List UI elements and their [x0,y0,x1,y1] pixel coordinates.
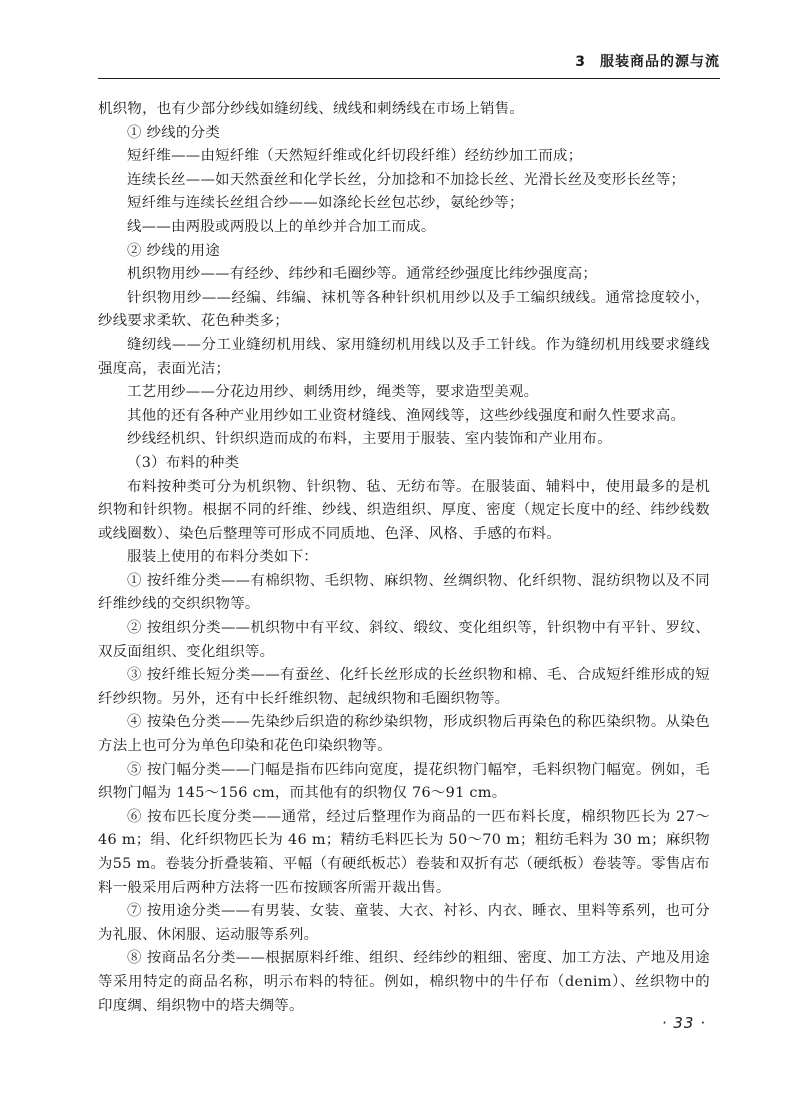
running-header [98,52,720,79]
paragraph: 机织物用纱——有经纱、纬纱和毛圈纱等。通常经纱强度比纬纱强度高； [127,266,598,283]
chapter-title: 服装商品的源与流 [600,54,720,70]
paragraph: 缝纫线——分工业缝纫机用线、家用缝纫机用线以及手工针线。作为缝纫机用线要求缝线强度高，表面光洁； [98,336,710,377]
paragraph: 线——由两股或两股以上的单纱并合加工而成。 [127,218,436,235]
paragraph: 纱线经机织、针织织造而成的布料，主要用于服装、室内装饰和产业用布。 [127,431,612,448]
chapter-number: 3 [575,54,586,70]
list-item: ⑦ 按用途分类——有男装、女装、童装、大衣、衬衫、内衣、睡衣、里料等系列，也可分为礼服、休闲服、运动服等系列。 [98,903,710,943]
paragraph: 布料按种类可分为机织物、针织物、毡、无纺布等。在服装面、辅料中，使用最多的是机织物和针织物。根据不同的纤维、纱线、织造组织、厚度、密度（规定长度中的经、纬纱线数或线圈数）、染色后整理等可形成不同质地、色泽、风格、手感的布料。 [98,478,710,542]
list-item: ④ 按染色分类——先染纱后织造的称纱染织物，形成织物后再染色的称匹染织物。从染色方法上也可分为单色印染和花色印染织物等。 [98,714,710,755]
page-body [98,98,710,1018]
list-item: ⑤ 按门幅分类——门幅是指布匹纬向宽度，提花织物门幅窄，毛料织物门幅宽。例如，毛织物门幅为 145～156 cm，而其他有的织物仅 76～91 cm。 [98,761,710,802]
list-item: ⑧ 按商品名分类——根据原料纤维、组织、经纬纱的粗细、密度、加工方法、产地及用途等采用特定的商品名称，明示布料的特征。例如，棉织物中的牛仔布（denim）、丝织物中的印度绸、绢织物中的塔夫绸等。 [98,950,710,1014]
paragraph: 工艺用纱——分花边用纱、刺绣用纱，绳类等，要求造型美观。 [127,384,539,401]
paragraph: 其他的还有各种产业用纱如工业资材缝线、渔网线等，这些纱线强度和耐久性要求高。 [127,407,686,424]
paragraph: 短纤维——由短纤维（天然短纤维或化纤切段纤维）经纺纱加工而成； [127,148,583,165]
list-item: ③ 按纤维长短分类——有蚕丝、化纤长丝形成的长丝织物和棉、毛、合成短纤维形成的短纤纱织物。另外，还有中长纤维织物、起绒织物和毛圈织物等。 [98,667,710,707]
paragraph: 机织物，也有少部分纱线如缝纫线、绒线和刺绣线在市场上销售。 [98,101,525,117]
paragraph: 短纤维与连续长丝组合纱——如涤纶长丝包芯纱，氨纶纱等； [127,195,524,212]
paragraph: 连续长丝——如天然蚕丝和化学长丝，分加捻和不加捻长丝、光滑长丝及变形长丝等； [127,171,686,188]
subheading: ② 纱线的用途 [127,242,221,259]
paragraph: 针织物用纱——经编、纬编、袜机等各种针织机用纱以及手工编织绒线。通常捻度较小，纱线要求柔软、花色种类多； [98,289,710,330]
paragraph: 服装上使用的布料分类如下： [127,549,318,566]
list-item: ① 按纤维分类——有棉织物、毛织物、麻织物、丝绸织物、化纤织物、混纺织物以及不同纤维纱线的交织织物等。 [98,572,710,613]
subheading: ① 纱线的分类 [127,124,221,141]
section-heading: （3）布料的种类 [127,454,240,471]
page-number: · 33 · [661,1014,706,1032]
list-item: ② 按组织分类——机织物中有平纹、斜纹、缎纹、变化组织等，针织物中有平针、罗纹、双反面组织、变化组织等。 [98,620,710,660]
list-item: ⑥ 按布匹长度分类——通常，经过后整理作为商品的一匹布料长度，棉织物匹长为 27～46 m；绢、化纤织物匹长为 46 m；精纺毛料匹长为 50～70 m；粗纺毛料为 30 m；麻织物为55 m。卷装分折叠装箱、平幅（有硬纸板芯）卷装和双折有芯（硬纸板）卷装等。零售店布料一般采用后两种方法将一匹布按顾客所需开裁出售。 [98,808,710,896]
